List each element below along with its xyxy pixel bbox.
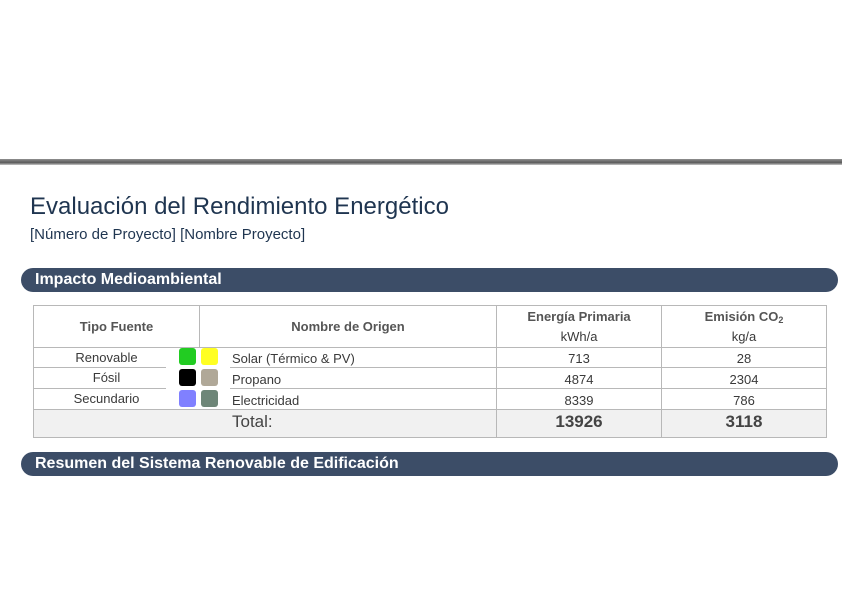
row-tipo: Renovable bbox=[75, 350, 138, 365]
page-title: Evaluación del Rendimiento Energético bbox=[30, 193, 449, 220]
fossil-color-swatch bbox=[179, 369, 196, 386]
renewable-color-swatch bbox=[179, 348, 196, 365]
solar-color-swatch bbox=[201, 348, 218, 365]
table-divider bbox=[34, 409, 826, 410]
row-emision: 28 bbox=[736, 351, 752, 366]
header-nombre-origen: Nombre de Origen bbox=[291, 319, 405, 334]
table-divider bbox=[34, 388, 166, 389]
row-emision: 2304 bbox=[729, 372, 759, 387]
row-tipo: Fósil bbox=[92, 370, 121, 385]
header-energia-primaria: Energía Primaria bbox=[527, 309, 631, 324]
table-divider bbox=[34, 347, 826, 348]
header-emision-unit: kg/a bbox=[731, 329, 757, 344]
section-header-resumen bbox=[21, 452, 838, 472]
top-divider bbox=[0, 159, 842, 165]
environmental-impact-table bbox=[33, 305, 827, 438]
header-energia-unit: kWh/a bbox=[560, 329, 598, 344]
secondary-color-swatch bbox=[179, 390, 196, 407]
header-tipo-fuente: Tipo Fuente bbox=[79, 319, 154, 334]
row-energia: 8339 bbox=[564, 393, 594, 408]
total-label: Total: bbox=[232, 412, 273, 431]
section-header-resumen-label: Resumen del Sistema Renovable de Edificación bbox=[21, 452, 838, 476]
propane-color-swatch bbox=[201, 369, 218, 386]
row-energia: 4874 bbox=[564, 372, 594, 387]
total-energia: 13926 bbox=[555, 412, 603, 431]
row-origen: Solar (Térmico & PV) bbox=[232, 351, 355, 366]
total-emision: 3118 bbox=[725, 412, 763, 431]
row-energia: 713 bbox=[568, 351, 590, 366]
electricity-color-swatch bbox=[201, 390, 218, 407]
header-emision-co2: Emisión $CO_2$ bbox=[704, 309, 784, 325]
row-origen: Electricidad bbox=[232, 393, 300, 408]
page-subtitle: [Número de Proyecto] [Nombre Proyecto] bbox=[30, 226, 306, 243]
row-origen: Propano bbox=[232, 372, 282, 387]
row-tipo: Secundario bbox=[73, 391, 140, 406]
table-divider bbox=[230, 388, 826, 389]
section-header-impacto: Impacto Medioambiental bbox=[21, 268, 838, 292]
table-divider bbox=[34, 367, 166, 368]
table-divider bbox=[230, 367, 826, 368]
row-emision: 786 bbox=[733, 393, 755, 408]
